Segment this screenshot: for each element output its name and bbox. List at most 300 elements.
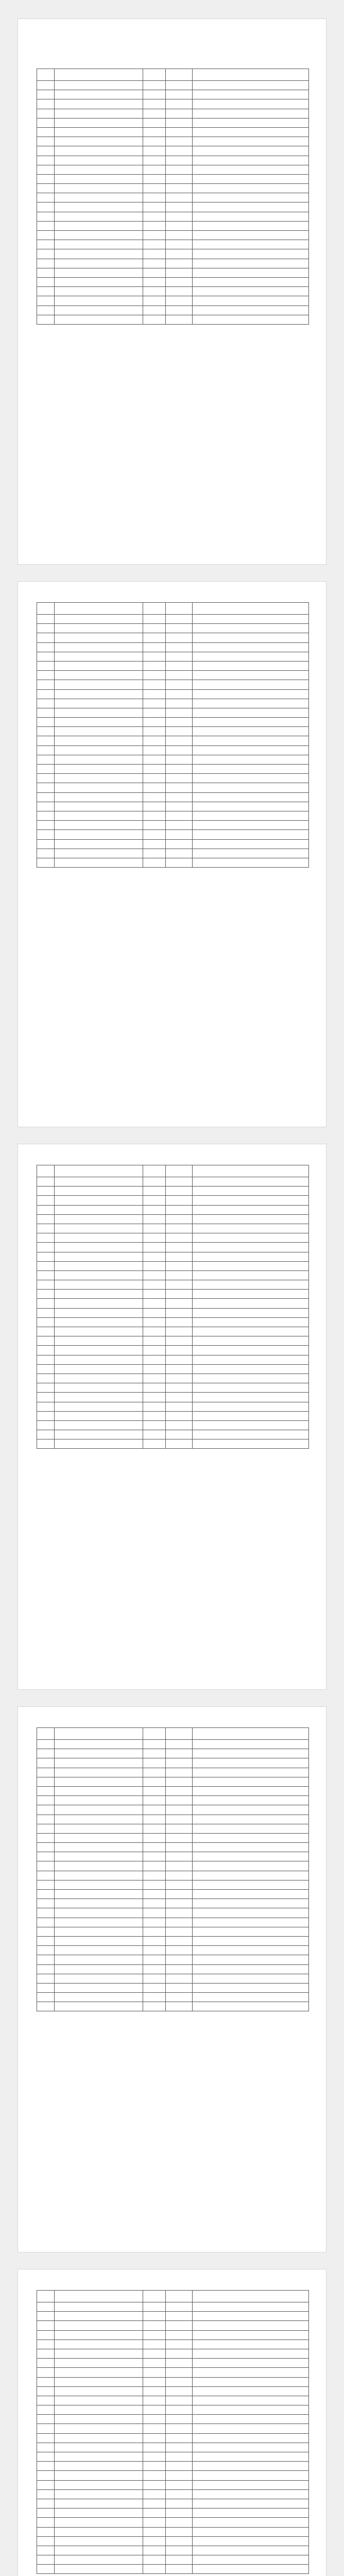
table-cell bbox=[37, 1177, 55, 1187]
table-row bbox=[37, 118, 309, 127]
table-cell bbox=[55, 137, 143, 146]
table-cell bbox=[37, 231, 55, 240]
table-cell bbox=[193, 2377, 309, 2386]
table-header-cell bbox=[55, 1728, 143, 1740]
table-cell bbox=[55, 1749, 143, 1758]
table-row bbox=[37, 671, 309, 680]
table-cell bbox=[166, 2002, 193, 2011]
table-cell bbox=[193, 277, 309, 286]
table-row bbox=[37, 1374, 309, 1383]
table-cell bbox=[55, 792, 143, 802]
table-cell bbox=[193, 1908, 309, 1918]
table-cell bbox=[166, 792, 193, 802]
table-cell bbox=[193, 1243, 309, 1252]
table-cell bbox=[193, 221, 309, 230]
table-cell bbox=[166, 1824, 193, 1833]
table-cell bbox=[37, 137, 55, 146]
table-cell bbox=[55, 652, 143, 661]
table-cell bbox=[166, 680, 193, 689]
table-row bbox=[37, 2359, 309, 2368]
table-cell bbox=[193, 1871, 309, 1880]
table-cell bbox=[143, 2349, 166, 2358]
table-cell bbox=[55, 1383, 143, 1393]
table-row bbox=[37, 1815, 309, 1824]
table-cell bbox=[193, 858, 309, 867]
table-cell bbox=[37, 783, 55, 792]
table-cell bbox=[143, 736, 166, 745]
table-cell bbox=[166, 1317, 193, 1327]
table-cell bbox=[193, 2321, 309, 2330]
table-row bbox=[37, 2340, 309, 2349]
table-cell bbox=[166, 615, 193, 624]
table-row bbox=[37, 296, 309, 306]
table-cell bbox=[37, 1280, 55, 1290]
table-cell bbox=[166, 2405, 193, 2415]
table-cell bbox=[166, 296, 193, 306]
table-cell bbox=[143, 1786, 166, 1795]
table-cell bbox=[143, 1890, 166, 1899]
table-row bbox=[37, 1946, 309, 1955]
table-cell bbox=[37, 306, 55, 315]
table-cell bbox=[143, 287, 166, 296]
table-cell bbox=[166, 1270, 193, 1280]
table-row bbox=[37, 1796, 309, 1805]
table-cell bbox=[193, 1411, 309, 1420]
table-cell bbox=[166, 221, 193, 230]
table-cell bbox=[143, 1899, 166, 1908]
table-cell bbox=[55, 1270, 143, 1280]
table-cell bbox=[37, 2480, 55, 2489]
table-cell bbox=[143, 689, 166, 699]
table-cell bbox=[37, 1749, 55, 1758]
table-cell bbox=[55, 2499, 143, 2508]
table-row bbox=[37, 2002, 309, 2011]
table-cell bbox=[143, 2443, 166, 2452]
table-cell bbox=[37, 2321, 55, 2330]
table-cell bbox=[193, 661, 309, 670]
table-row bbox=[37, 1402, 309, 1411]
table-cell bbox=[55, 2471, 143, 2480]
table-row bbox=[37, 90, 309, 99]
table-cell bbox=[193, 783, 309, 792]
table-cell bbox=[193, 1374, 309, 1383]
table-cell bbox=[143, 661, 166, 670]
table-cell bbox=[193, 1261, 309, 1270]
table-cell bbox=[193, 624, 309, 633]
table-cell bbox=[193, 1430, 309, 1439]
table-cell bbox=[55, 1796, 143, 1805]
table-cell bbox=[193, 1177, 309, 1187]
table-cell bbox=[143, 99, 166, 109]
table-row bbox=[37, 1843, 309, 1852]
table-cell bbox=[193, 1327, 309, 1336]
table-row bbox=[37, 2405, 309, 2415]
table-cell bbox=[166, 2359, 193, 2368]
table-cell bbox=[37, 727, 55, 736]
table-cell bbox=[37, 1290, 55, 1299]
table-cell bbox=[37, 268, 55, 277]
table-row bbox=[37, 1187, 309, 1196]
table-cell bbox=[166, 2340, 193, 2349]
table-row bbox=[37, 1740, 309, 1749]
table-cell bbox=[55, 1346, 143, 1355]
table-cell bbox=[55, 1768, 143, 1777]
table-row bbox=[37, 249, 309, 259]
table-cell bbox=[55, 1317, 143, 1327]
table-cell bbox=[143, 2321, 166, 2330]
table-row bbox=[37, 1430, 309, 1439]
table-cell bbox=[55, 755, 143, 764]
table-cell bbox=[143, 2555, 166, 2565]
table-cell bbox=[37, 1918, 55, 1927]
table-cell bbox=[143, 174, 166, 183]
table-cell bbox=[143, 811, 166, 820]
table-cell bbox=[143, 109, 166, 118]
table-cell bbox=[55, 1430, 143, 1439]
table-row bbox=[37, 2321, 309, 2330]
table-row bbox=[37, 1177, 309, 1187]
table-cell bbox=[55, 2489, 143, 2499]
table-cell bbox=[193, 1308, 309, 1317]
table-cell bbox=[166, 774, 193, 783]
table-cell bbox=[143, 1880, 166, 1889]
table-cell bbox=[166, 249, 193, 259]
table-cell bbox=[166, 1955, 193, 1964]
table-cell bbox=[37, 661, 55, 670]
table-cell bbox=[55, 1214, 143, 1224]
table-cell bbox=[166, 1964, 193, 1974]
table-cell bbox=[143, 1346, 166, 1355]
table-cell bbox=[37, 821, 55, 830]
table-row bbox=[37, 165, 309, 174]
table-cell bbox=[193, 1815, 309, 1824]
table-row bbox=[37, 699, 309, 708]
table-cell bbox=[37, 1224, 55, 1233]
table-cell bbox=[166, 2527, 193, 2536]
table-cell bbox=[166, 802, 193, 811]
table-cell bbox=[166, 2368, 193, 2377]
table-cell bbox=[143, 2489, 166, 2499]
table-cell bbox=[193, 1749, 309, 1758]
table-cell bbox=[166, 277, 193, 286]
table-cell bbox=[193, 1420, 309, 1430]
table-row bbox=[37, 2433, 309, 2443]
table-cell bbox=[166, 306, 193, 315]
table-cell bbox=[193, 1927, 309, 1936]
table-cell bbox=[193, 1843, 309, 1852]
table-cell bbox=[37, 193, 55, 202]
table-row bbox=[37, 615, 309, 624]
table-cell bbox=[143, 165, 166, 174]
table-cell bbox=[55, 802, 143, 811]
table-row bbox=[37, 1393, 309, 1402]
table-row bbox=[37, 1786, 309, 1795]
table-cell bbox=[166, 718, 193, 727]
table-cell bbox=[143, 193, 166, 202]
table-cell bbox=[143, 2330, 166, 2340]
table-cell bbox=[193, 202, 309, 212]
table-cell bbox=[55, 174, 143, 183]
table-cell bbox=[193, 2518, 309, 2527]
table-cell bbox=[166, 671, 193, 680]
table-cell bbox=[193, 1740, 309, 1749]
table-cell bbox=[166, 727, 193, 736]
table-cell bbox=[37, 652, 55, 661]
table-cell bbox=[55, 1402, 143, 1411]
table-row bbox=[37, 1383, 309, 1393]
table-cell bbox=[55, 642, 143, 652]
table-cell bbox=[193, 1758, 309, 1768]
table-cell bbox=[143, 1955, 166, 1964]
table-cell bbox=[37, 1411, 55, 1420]
table-cell bbox=[166, 652, 193, 661]
major-exam-table bbox=[37, 69, 309, 325]
table-header-cell bbox=[55, 603, 143, 615]
table-cell bbox=[37, 2489, 55, 2499]
table-cell bbox=[55, 193, 143, 202]
table-cell bbox=[166, 2321, 193, 2330]
table-cell bbox=[143, 1936, 166, 1945]
table-cell bbox=[55, 1177, 143, 1187]
table-row bbox=[37, 792, 309, 802]
table-cell bbox=[55, 2330, 143, 2340]
table-cell bbox=[193, 2368, 309, 2377]
table-row bbox=[37, 2527, 309, 2536]
table-row bbox=[37, 174, 309, 183]
table-cell bbox=[166, 1261, 193, 1270]
table-cell bbox=[166, 202, 193, 212]
table-cell bbox=[55, 689, 143, 699]
table-cell bbox=[143, 1964, 166, 1974]
table-cell bbox=[55, 1908, 143, 1918]
table-cell bbox=[55, 90, 143, 99]
table-row bbox=[37, 2424, 309, 2433]
table-cell bbox=[55, 1243, 143, 1252]
table-cell bbox=[55, 1299, 143, 1308]
table-cell bbox=[37, 1299, 55, 1308]
table-cell bbox=[143, 671, 166, 680]
table-cell bbox=[55, 2527, 143, 2536]
table-cell bbox=[143, 81, 166, 90]
table-cell bbox=[37, 1833, 55, 1842]
table-cell bbox=[143, 90, 166, 99]
table-cell bbox=[37, 2499, 55, 2508]
table-cell bbox=[166, 2480, 193, 2489]
table-cell bbox=[55, 736, 143, 745]
table-cell bbox=[166, 2312, 193, 2321]
table-cell bbox=[143, 1299, 166, 1308]
table-cell bbox=[143, 1815, 166, 1824]
table-cell bbox=[37, 1439, 55, 1449]
table-row bbox=[37, 1420, 309, 1430]
table-cell bbox=[55, 240, 143, 249]
table-cell bbox=[143, 127, 166, 137]
table-row bbox=[37, 1214, 309, 1224]
table-cell bbox=[193, 306, 309, 315]
table-cell bbox=[166, 745, 193, 755]
table-cell bbox=[166, 2546, 193, 2555]
document-page bbox=[18, 1144, 326, 1690]
table-cell bbox=[37, 2443, 55, 2452]
table-cell bbox=[55, 1964, 143, 1974]
table-cell bbox=[37, 1786, 55, 1795]
table-cell bbox=[37, 1964, 55, 1974]
table-cell bbox=[143, 1946, 166, 1955]
table-cell bbox=[143, 2471, 166, 2480]
table-row bbox=[37, 1955, 309, 1964]
table-cell bbox=[166, 2330, 193, 2340]
table-cell bbox=[37, 755, 55, 764]
table-cell bbox=[193, 633, 309, 642]
table-cell bbox=[37, 2462, 55, 2471]
table-row bbox=[37, 858, 309, 867]
table-header-row bbox=[37, 603, 309, 615]
table-cell bbox=[193, 2546, 309, 2555]
table-cell bbox=[166, 821, 193, 830]
table-cell bbox=[166, 1224, 193, 1233]
table-cell bbox=[37, 792, 55, 802]
table-cell bbox=[143, 792, 166, 802]
table-cell bbox=[143, 2452, 166, 2462]
table-cell bbox=[166, 1308, 193, 1317]
table-cell bbox=[55, 1290, 143, 1299]
table-cell bbox=[193, 1439, 309, 1449]
table-cell bbox=[55, 1758, 143, 1768]
table-cell bbox=[166, 765, 193, 774]
table-cell bbox=[193, 2396, 309, 2405]
table-cell bbox=[193, 156, 309, 165]
table-cell bbox=[193, 1290, 309, 1299]
table-cell bbox=[193, 165, 309, 174]
table-cell bbox=[166, 1233, 193, 1243]
table-cell bbox=[37, 2349, 55, 2358]
table-cell bbox=[193, 2340, 309, 2349]
table-row bbox=[37, 2480, 309, 2489]
table-cell bbox=[37, 718, 55, 727]
table-cell bbox=[166, 689, 193, 699]
table-cell bbox=[166, 259, 193, 268]
table-cell bbox=[37, 858, 55, 867]
table-cell bbox=[37, 1430, 55, 1439]
document-page bbox=[18, 19, 326, 565]
table-row bbox=[37, 1355, 309, 1364]
table-cell bbox=[37, 1890, 55, 1899]
table-cell bbox=[55, 1411, 143, 1420]
table-cell bbox=[166, 315, 193, 324]
table-cell bbox=[166, 2471, 193, 2480]
table-cell bbox=[37, 624, 55, 633]
table-row bbox=[37, 1317, 309, 1327]
table-cell bbox=[37, 165, 55, 174]
table-cell bbox=[37, 81, 55, 90]
table-cell bbox=[37, 2452, 55, 2462]
table-cell bbox=[37, 1196, 55, 1205]
table-row bbox=[37, 624, 309, 633]
table-cell bbox=[166, 2415, 193, 2424]
table-cell bbox=[166, 137, 193, 146]
table-cell bbox=[193, 2509, 309, 2518]
table-cell bbox=[193, 1214, 309, 1224]
table-cell bbox=[37, 642, 55, 652]
table-cell bbox=[193, 1252, 309, 1261]
table-cell bbox=[166, 99, 193, 109]
table-cell bbox=[37, 2415, 55, 2424]
table-cell bbox=[143, 249, 166, 259]
table-cell bbox=[37, 1974, 55, 1983]
table-cell bbox=[55, 727, 143, 736]
table-cell bbox=[193, 2489, 309, 2499]
table-cell bbox=[55, 718, 143, 727]
table-cell bbox=[193, 109, 309, 118]
table-cell bbox=[37, 633, 55, 642]
table-cell bbox=[193, 2424, 309, 2433]
table-cell bbox=[166, 1908, 193, 1918]
table-cell bbox=[143, 615, 166, 624]
table-cell bbox=[143, 268, 166, 277]
table-cell bbox=[55, 1393, 143, 1402]
table-cell bbox=[143, 212, 166, 221]
table-cell bbox=[143, 1355, 166, 1364]
table-cell bbox=[37, 1205, 55, 1214]
table-header-cell bbox=[193, 2291, 309, 2302]
table-cell bbox=[143, 296, 166, 306]
table-cell bbox=[193, 1824, 309, 1833]
table-cell bbox=[55, 2302, 143, 2312]
table-header-cell bbox=[37, 1165, 55, 1177]
table-cell bbox=[37, 1214, 55, 1224]
table-cell bbox=[143, 2312, 166, 2321]
table-row bbox=[37, 137, 309, 146]
table-row bbox=[37, 1205, 309, 1214]
table-header-cell bbox=[37, 1728, 55, 1740]
table-cell bbox=[55, 249, 143, 259]
table-cell bbox=[193, 1336, 309, 1346]
table-cell bbox=[143, 633, 166, 642]
table-row bbox=[37, 184, 309, 193]
table-row bbox=[37, 1299, 309, 1308]
table-cell bbox=[166, 2396, 193, 2405]
table-cell bbox=[193, 745, 309, 755]
table-cell bbox=[143, 1177, 166, 1187]
table-cell bbox=[55, 1861, 143, 1871]
table-cell bbox=[143, 727, 166, 736]
table-cell bbox=[166, 1927, 193, 1936]
table-cell bbox=[193, 90, 309, 99]
table-cell bbox=[166, 633, 193, 642]
table-cell bbox=[55, 2340, 143, 2349]
table-cell bbox=[166, 2489, 193, 2499]
table-cell bbox=[193, 765, 309, 774]
table-cell bbox=[193, 1890, 309, 1899]
table-header-cell bbox=[55, 1165, 143, 1177]
table-cell bbox=[55, 165, 143, 174]
table-cell bbox=[193, 1786, 309, 1795]
table-cell bbox=[193, 1317, 309, 1327]
table-cell bbox=[193, 1974, 309, 1983]
table-cell bbox=[166, 1196, 193, 1205]
table-cell bbox=[55, 1233, 143, 1243]
table-cell bbox=[166, 1402, 193, 1411]
table-cell bbox=[55, 2405, 143, 2415]
table-row bbox=[37, 315, 309, 324]
table-cell bbox=[55, 1439, 143, 1449]
table-cell bbox=[37, 1270, 55, 1280]
table-cell bbox=[193, 1299, 309, 1308]
table-header-cell bbox=[193, 1728, 309, 1740]
table-cell bbox=[193, 2452, 309, 2462]
table-cell bbox=[55, 2565, 143, 2574]
table-cell bbox=[143, 2433, 166, 2443]
